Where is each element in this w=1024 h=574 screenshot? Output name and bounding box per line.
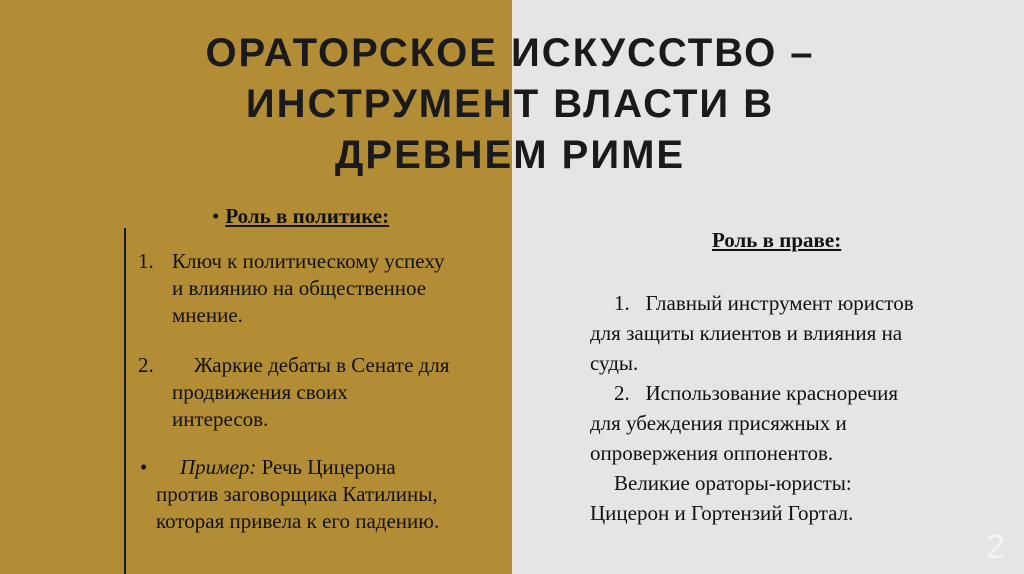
list-item-line: Жаркие дебаты в Сенате для xyxy=(194,353,450,377)
bullet-icon: • xyxy=(140,455,148,479)
list-item-number: 1. xyxy=(138,249,154,273)
bullet-icon: • xyxy=(212,204,220,228)
list-item-text xyxy=(172,352,512,433)
vertical-divider-line xyxy=(124,228,126,574)
law-point-number: 2. xyxy=(614,381,630,405)
example-line: Речь Цицерона xyxy=(261,455,396,479)
example-text xyxy=(156,454,516,535)
list-item-line: и влиянию на общественное xyxy=(172,276,427,300)
list-item-line: Ключ к политическому успеху xyxy=(172,249,445,273)
law-point-number: 1. xyxy=(614,291,630,315)
law-line: суды. xyxy=(590,351,639,375)
example-line: которая привела к его падению. xyxy=(156,509,440,533)
law-line: Цицерон и Гортензий Гортал. xyxy=(590,501,854,525)
title-line-1: ОРАТОРСКОЕ ИСКУССТВО – xyxy=(205,31,815,75)
law-heading: Роль в праве: xyxy=(712,228,842,252)
page-number: 2 xyxy=(986,528,1005,566)
list-item-line: мнение. xyxy=(172,303,243,327)
title-line-3: ДРЕВНЕМ РИМЕ xyxy=(334,133,686,177)
law-line: Использование красноречия xyxy=(645,381,899,405)
example-line: против заговорщика Катилины, xyxy=(156,482,438,506)
law-line: для убеждения присяжных и xyxy=(590,411,847,435)
law-line: опровержения оппонентов. xyxy=(590,441,834,465)
law-line: Главный инструмент юристов xyxy=(645,291,914,315)
list-item-line: продвижения своих xyxy=(172,380,348,404)
law-line: Великие ораторы-юристы: xyxy=(614,471,852,495)
politics-heading xyxy=(212,204,389,229)
example-label: Пример: xyxy=(180,455,257,479)
list-item-number: 2. xyxy=(138,353,154,377)
list-item-text xyxy=(172,248,512,329)
law-text xyxy=(590,288,1000,528)
politics-heading-text: Роль в политике: xyxy=(225,204,390,228)
law-line: для защиты клиентов и влияния на xyxy=(590,321,903,345)
title-line-2: ИНСТРУМЕНТ ВЛАСТИ В xyxy=(245,82,775,126)
list-item-line: интересов. xyxy=(172,407,269,431)
slide-title xyxy=(150,28,870,181)
